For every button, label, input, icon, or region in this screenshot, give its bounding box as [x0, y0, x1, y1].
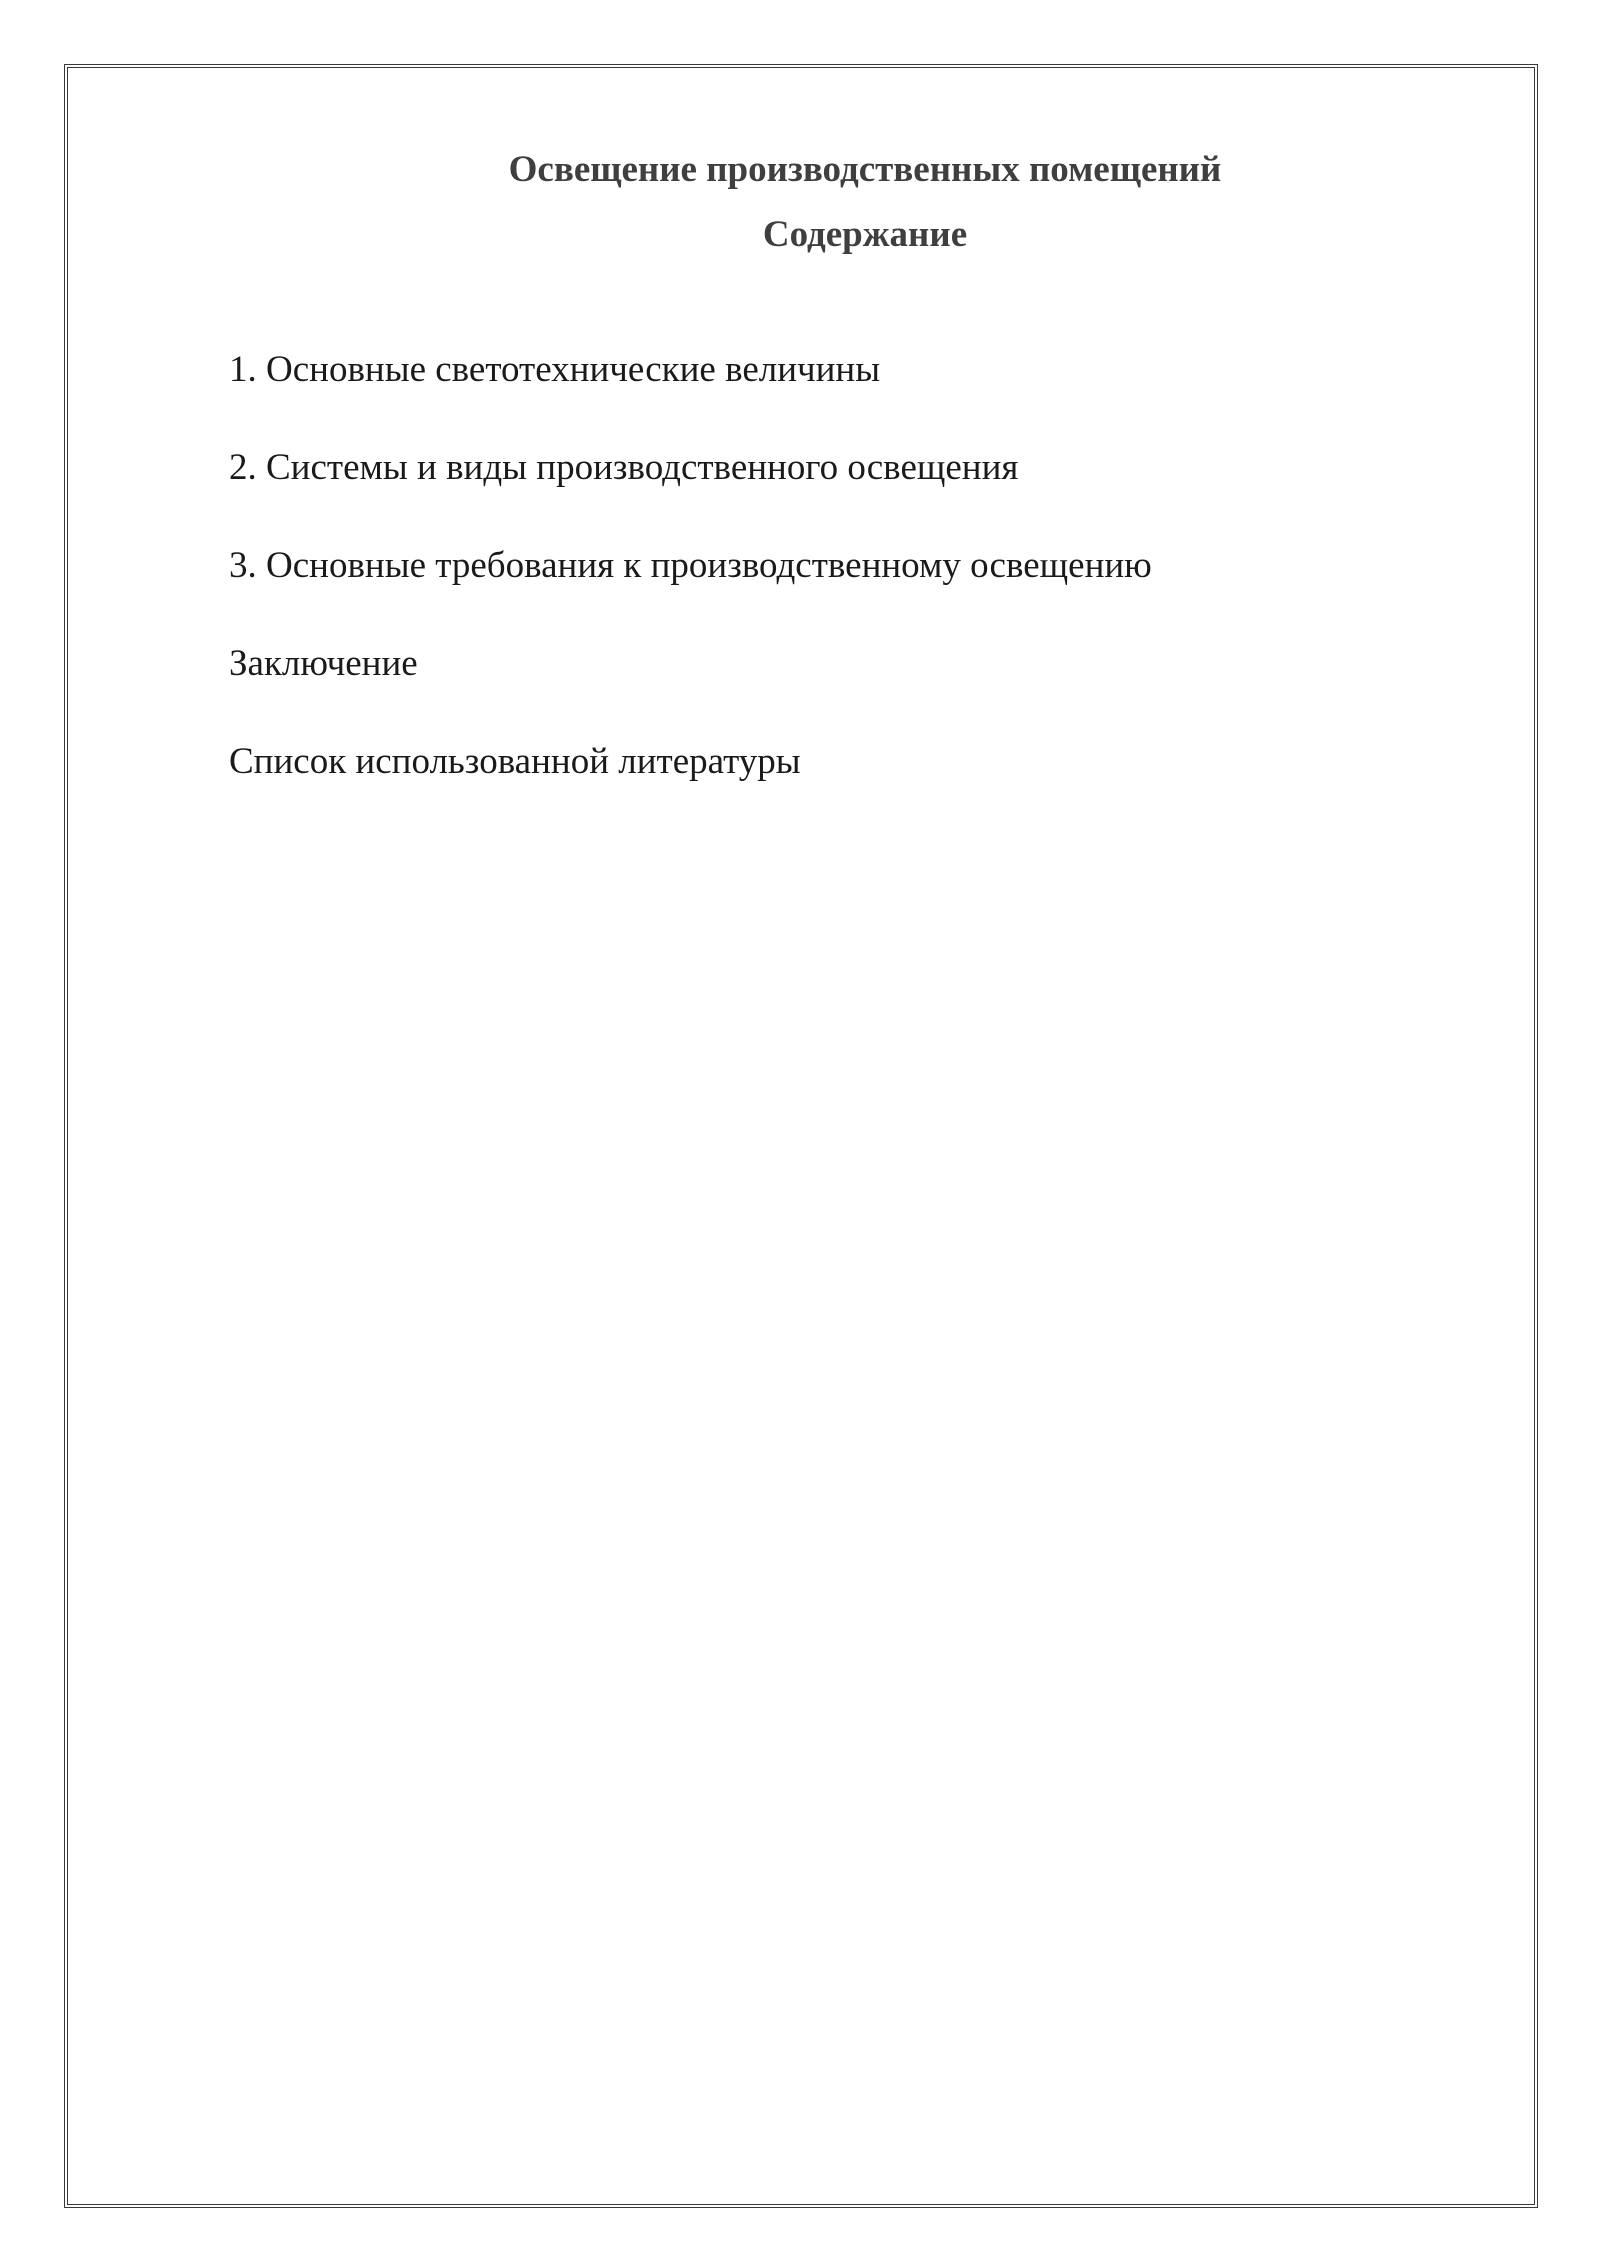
toc-item: 1. Основные светотехнические величины [229, 349, 881, 390]
toc-item: Заключение [229, 643, 418, 684]
document-title: Освещение производственных помещений [508, 149, 1222, 190]
toc-item: 3. Основные требования к производственному освещению [229, 545, 1152, 586]
toc-item: 2. Системы и виды производственного освещения [229, 447, 1019, 488]
toc-item: Список использованной литературы [229, 741, 801, 782]
toc-heading: Содержание [762, 214, 968, 255]
